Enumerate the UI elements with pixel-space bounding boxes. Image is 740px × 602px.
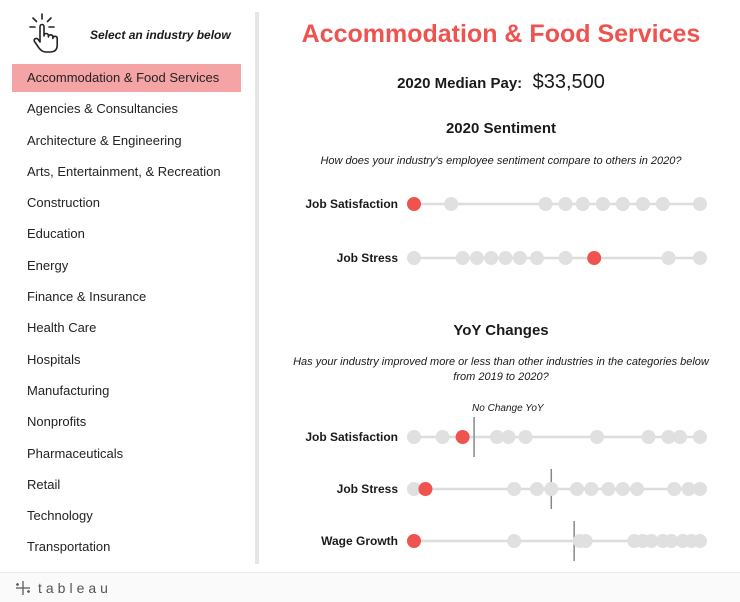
industry-item[interactable]: Pharmaceuticals bbox=[27, 445, 124, 461]
sidebar-title: Select an industry below bbox=[90, 28, 231, 42]
industry-item[interactable]: Energy bbox=[27, 257, 69, 273]
industry-dot bbox=[693, 197, 707, 211]
industry-item[interactable]: Manufacturing bbox=[27, 382, 110, 398]
row-label: Job Satisfaction bbox=[305, 197, 398, 211]
page-title: Accommodation & Food Services bbox=[301, 20, 701, 48]
industry-dot bbox=[436, 430, 450, 444]
industry-item[interactable]: Finance & Insurance bbox=[27, 289, 147, 305]
median-pay-value: $33,500 bbox=[532, 71, 605, 93]
industry-dot bbox=[616, 197, 630, 211]
industry-dot bbox=[570, 482, 584, 496]
industry-dot bbox=[693, 251, 707, 265]
industry-dot bbox=[507, 482, 521, 496]
sentiment-subtitle: How does your industry's employee sentiment compare to others in 2020? bbox=[320, 155, 682, 167]
pointing-hand-icon bbox=[28, 12, 64, 54]
industry-sidebar bbox=[0, 0, 256, 572]
industry-item[interactable]: Accommodation & Food Services bbox=[12, 64, 241, 92]
yoy-subtitle-line2: from 2019 to 2020? bbox=[453, 371, 549, 383]
industry-item[interactable]: Architecture & Engineering bbox=[27, 132, 182, 148]
industry-dot bbox=[590, 430, 604, 444]
dot-plot-charts bbox=[262, 0, 740, 572]
industry-list bbox=[12, 64, 241, 565]
main-panel bbox=[262, 0, 740, 572]
tableau-wordmark: tableau bbox=[38, 580, 112, 596]
selected-industry-dot bbox=[407, 197, 421, 211]
yoy-subtitle-line1: Has your industry improved more or less than other industries in the categories below bbox=[293, 356, 709, 368]
industry-dot bbox=[530, 482, 544, 496]
industry-item[interactable]: Education bbox=[27, 226, 85, 242]
industry-dot bbox=[513, 251, 527, 265]
selected-industry-dot bbox=[587, 251, 601, 265]
industry-dot bbox=[456, 251, 470, 265]
industry-dot bbox=[584, 482, 598, 496]
tableau-logo[interactable] bbox=[14, 579, 112, 597]
industry-dot bbox=[662, 251, 676, 265]
industry-dot bbox=[673, 430, 687, 444]
no-change-label: No Change YoY bbox=[472, 403, 544, 414]
industry-dot bbox=[642, 430, 656, 444]
industry-item[interactable]: Hospitals bbox=[27, 351, 81, 367]
row-label: Wage Growth bbox=[321, 534, 398, 548]
industry-dot bbox=[407, 251, 421, 265]
row-label: Job Stress bbox=[336, 251, 398, 265]
industry-dot bbox=[630, 482, 644, 496]
industry-dot bbox=[616, 482, 630, 496]
sentiment-title: 2020 Sentiment bbox=[445, 120, 557, 137]
row-label: Job Stress bbox=[336, 482, 398, 496]
industry-dot bbox=[576, 197, 590, 211]
industry-item[interactable]: Technology bbox=[27, 508, 93, 524]
row-label: Job Satisfaction bbox=[305, 430, 398, 444]
industry-dot bbox=[636, 197, 650, 211]
industry-item[interactable]: Nonprofits bbox=[27, 414, 87, 430]
industry-dot bbox=[470, 251, 484, 265]
industry-dot bbox=[559, 197, 573, 211]
industry-dot bbox=[507, 534, 521, 548]
industry-item[interactable]: Arts, Entertainment, & Recreation bbox=[27, 163, 221, 179]
industry-dot bbox=[601, 482, 615, 496]
industry-dot bbox=[559, 251, 573, 265]
industry-dot bbox=[407, 430, 421, 444]
industry-dot bbox=[579, 534, 593, 548]
industry-dot bbox=[693, 534, 707, 548]
selected-industry-dot bbox=[418, 482, 432, 496]
industry-dot bbox=[519, 430, 533, 444]
industry-dot bbox=[484, 251, 498, 265]
industry-dot bbox=[656, 197, 670, 211]
industry-item[interactable]: Health Care bbox=[27, 320, 97, 336]
industry-dot bbox=[667, 482, 681, 496]
industry-dot bbox=[693, 430, 707, 444]
industry-item[interactable]: Retail bbox=[27, 476, 61, 492]
industry-item[interactable]: Transportation bbox=[27, 539, 111, 555]
industry-dot bbox=[444, 197, 458, 211]
industry-dot bbox=[501, 430, 515, 444]
tableau-footer bbox=[0, 572, 740, 602]
industry-dot bbox=[596, 197, 610, 211]
industry-dot bbox=[544, 482, 558, 496]
industry-item[interactable]: Agencies & Consultancies bbox=[27, 101, 179, 117]
selected-industry-dot bbox=[456, 430, 470, 444]
industry-dot bbox=[539, 197, 553, 211]
industry-dot bbox=[530, 251, 544, 265]
tableau-cross-icon bbox=[14, 579, 32, 597]
industry-item[interactable]: Construction bbox=[27, 195, 100, 211]
sidebar-divider bbox=[255, 12, 259, 564]
yoy-title: YoY Changes bbox=[453, 322, 549, 339]
industry-dot bbox=[499, 251, 513, 265]
industry-dot bbox=[693, 482, 707, 496]
selected-industry-dot bbox=[407, 534, 421, 548]
median-pay-label: 2020 Median Pay: bbox=[397, 75, 523, 92]
